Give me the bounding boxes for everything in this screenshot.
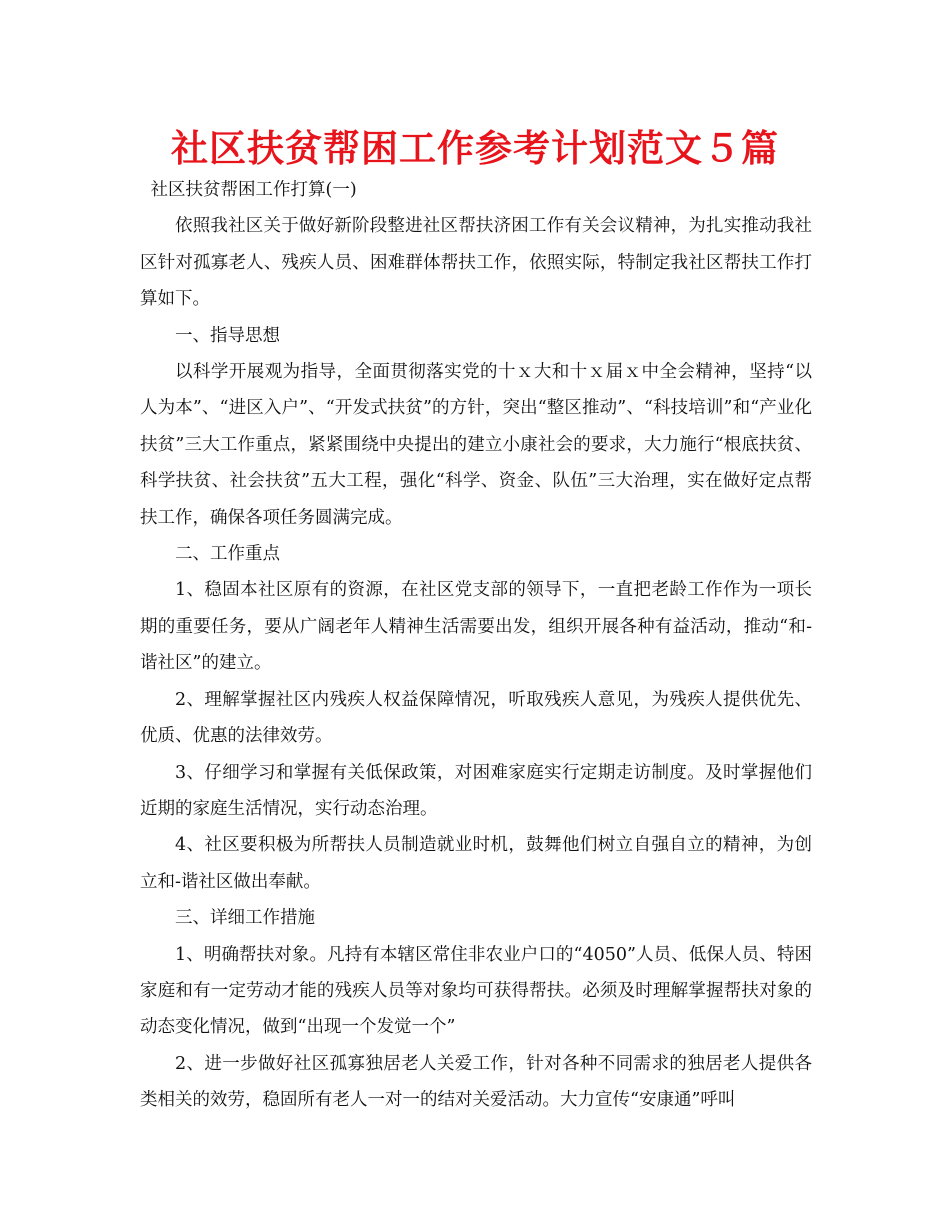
section-heading-measures: 三、详细工作措施 — [175, 908, 315, 929]
paragraph-measures-1: 1、明确帮扶对象。凡持有本辖区常住非农业户口的“4050”人员、低保人员、特困家庭和有一定劳动才能的残疾人员等对象均可获得帮扶。必须及时理解掌握帮扶对象的动态变化情况，做到“出现一个发觉一个” — [140, 944, 812, 1038]
document-title: 社区扶贫帮困工作参考计划范文５篇 — [171, 127, 779, 170]
paragraph-work-focus-2: 2、理解掌握社区内残疾人权益保障情况，听取残疾人意见，为残疾人提供优先、优质、优惠的法律效劳。 — [140, 689, 812, 747]
section-heading-work-focus: 二、工作重点 — [175, 544, 280, 565]
document-body — [140, 172, 812, 1119]
paragraph-work-focus-1: 1、稳固本社区原有的资源，在社区党支部的领导下，一直把老龄工作作为一项长期的重要任务，要从广阔老年人精神生活需要出发，组织开展各种有益活动，推动“和-谐社区”的建立。 — [140, 580, 812, 674]
document-subtitle: 社区扶贫帮困工作打算(一) — [150, 180, 357, 200]
paragraph-work-focus-3: 3、仔细学习和掌握有关低保政策，对困难家庭实行定期走访制度。及时掌握他们近期的家庭生活情况，实行动态治理。 — [140, 762, 812, 819]
paragraph-guiding-ideology: 以科学开展观为指导，全面贯彻落实党的十ｘ大和十ｘ届ｘ中全会精神，坚持“以人为本”、“进区入户”、“开发式扶贫”的方针，突出“整区推动”、“科技培训”和“产业化扶贫”三大工作重点，紧紧围绕中央提出的建立小康社会的要求，大力施行“根底扶贫、科学扶贫、社会扶贫”五大工程，强化“科学、资金、队伍”三大治理，实在做好定点帮扶工作，确保各项任务圆满完成。 — [140, 362, 812, 528]
paragraph-intro: 依照我社区关于做好新阶段整进社区帮扶济困工作有关会议精神，为扎实推动我社区针对孤寡老人、残疾人员、困难群体帮扶工作，依照实际，特制定我社区帮扶工作打算如下。 — [140, 216, 812, 310]
paragraph-measures-2: 2、进一步做好社区孤寡独居老人关爱工作，针对各种不同需求的独居老人提供各类相关的效劳，稳固所有老人一对一的结对关爱活动。大力宣传“安康通”呼叫 — [140, 1053, 812, 1111]
paragraph-work-focus-4: 4、社区要积极为所帮扶人员制造就业时机，鼓舞他们树立自强自立的精神，为创立和-谐社区做出奉献。 — [140, 835, 812, 892]
section-heading-guiding-ideology: 一、指导思想 — [175, 325, 280, 346]
